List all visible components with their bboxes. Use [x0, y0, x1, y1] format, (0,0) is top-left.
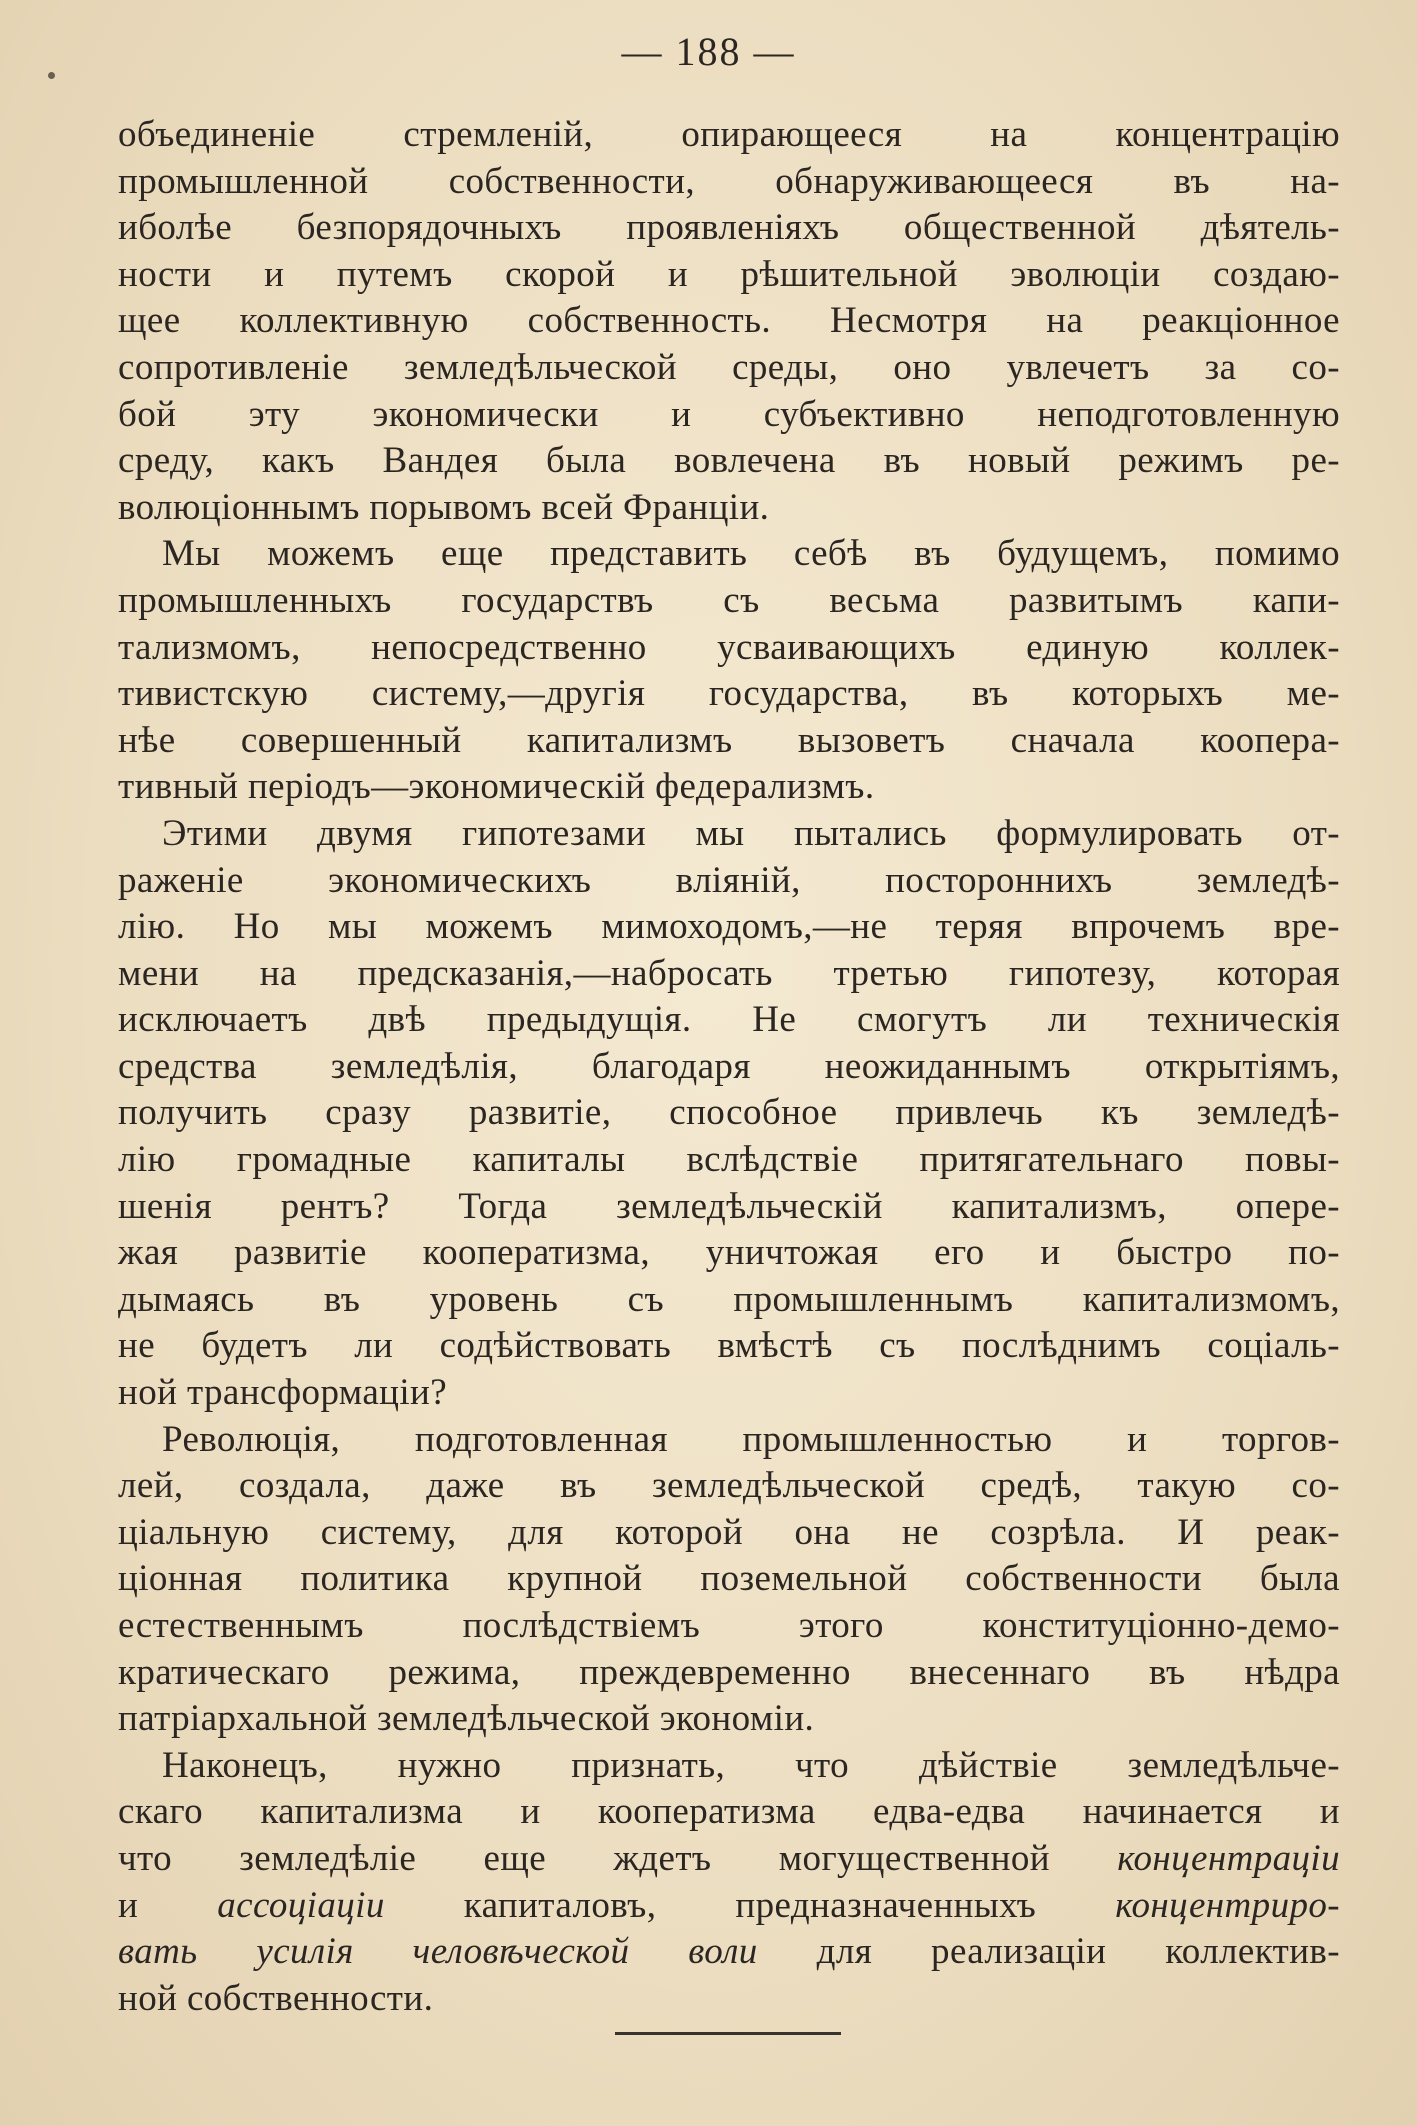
text-line: лію. Но мы можемъ мимоходомъ,—не теряя впрочемъ вре- [118, 906, 1340, 948]
text-line: тализмомъ, непосредственно усваивающихъ единую коллек- [118, 626, 1340, 668]
text-line: раженіе экономическихъ вліяній, постороннихъ земледѣ- [118, 859, 1340, 901]
text-run: что земледѣліе еще ждетъ могущественной [118, 1837, 1118, 1879]
italic-run: вать усилія человѣческой воли [118, 1931, 758, 1973]
text-line: кратическаго режима, преждевременно внесеннаго въ нѣдра [118, 1651, 1340, 1693]
text-line: волюціоннымъ порывомъ всей Франціи. [118, 486, 770, 528]
text-run: и [118, 1884, 218, 1926]
text-line: среду, какъ Вандея была вовлечена въ новый режимъ ре- [118, 440, 1340, 482]
text-line: тивный періодъ—экономическій федерализмъ. [118, 766, 875, 808]
text-line: ной трансформаціи? [118, 1372, 448, 1414]
text-line: исключаетъ двѣ предыдущія. Не смогутъ ли техническія [118, 999, 1340, 1041]
text-run: капиталовъ, предназначенныхъ [384, 1884, 1116, 1926]
text-run: для реализаціи коллектив- [757, 1931, 1340, 1973]
text-line: ціонная политика крупной поземельной собственности была [118, 1558, 1340, 1600]
paragraph [118, 1743, 1340, 2023]
paragraph [118, 811, 1340, 1417]
text-line [118, 1883, 1340, 1930]
end-rule [615, 2032, 841, 2035]
page-number: — 188 — [621, 29, 796, 74]
text-line: нѣе совершенный капитализмъ вызоветъ сначала коопера- [118, 719, 1340, 761]
text-line: получить сразу развитіе, способное привлечь къ земледѣ- [118, 1092, 1340, 1134]
text-line [118, 1929, 1340, 1976]
text-line: скаго капитализма и кооператизма едва-едва начинается и [118, 1791, 1340, 1833]
text-line: иболѣе безпорядочныхъ проявленіяхъ общественной дѣятель- [118, 207, 1340, 249]
paragraph [118, 1417, 1340, 1743]
text-line: объединеніе стремленій, опирающееся на концентрацію [118, 114, 1340, 155]
text-line: промышленныхъ государствъ съ весьма развитымъ капи- [118, 579, 1340, 621]
italic-run: концентраціи [1117, 1837, 1340, 1879]
text-line [118, 1836, 1340, 1883]
text-line: Мы можемъ еще представить себѣ въ будущемъ, помимо [162, 533, 1340, 575]
text-line: дымаясь въ уровень съ промышленнымъ капитализмомъ, [118, 1278, 1340, 1320]
text-line: лію громадные капиталы вслѣдствіе притягательнаго повы- [118, 1139, 1340, 1181]
text-line: бой эту экономически и субъективно неподготовленную [118, 393, 1340, 435]
text-line: щее коллективную собственность. Несмотря на реакціонное [118, 300, 1340, 342]
text-line: ціальную систему, для которой она не созрѣла. И реак- [118, 1511, 1340, 1553]
text-line: мени на предсказанія,—набросать третью гипотезу, которая [118, 952, 1340, 994]
text-line: не будетъ ли содѣйствовать вмѣстѣ съ послѣднимъ соціаль- [118, 1325, 1340, 1367]
text-line: Наконецъ, нужно признать, что дѣйствіе земледѣльче- [162, 1744, 1340, 1786]
text-line: естественнымъ послѣдствіемъ этого конституціонно-демо- [118, 1605, 1340, 1646]
text-line: ности и путемъ скорой и рѣшительной эволюціи создаю- [118, 253, 1340, 295]
italic-run: ассоціаціи [217, 1884, 385, 1926]
text-line: ной собственности. [118, 1977, 434, 2019]
paragraph [118, 112, 1340, 531]
text-line: Революція, подготовленная промышленностью и торгов- [162, 1418, 1340, 1460]
paragraph [118, 531, 1340, 811]
italic-run: концентриро- [1115, 1884, 1340, 1926]
text-line: лей, создала, даже въ земледѣльческой средѣ, такую со- [118, 1465, 1340, 1507]
text-line: промышленной собственности, обнаруживающееся въ на- [118, 160, 1340, 202]
text-line: средства земледѣлія, благодаря неожиданнымъ открытіямъ, [118, 1045, 1340, 1087]
body-text [118, 112, 1340, 2022]
text-line: тивистскую систему,—другія государства, въ которыхъ ме- [118, 673, 1340, 715]
text-line: Этими двумя гипотезами мы пытались формулировать от- [162, 812, 1340, 854]
text-line: сопротивленіе земледѣльческой среды, оно увлечетъ за со- [118, 346, 1340, 388]
text-line: жая развитіе кооператизма, уничтожая его и быстро по- [118, 1232, 1340, 1274]
text-line: шенія рентъ? Тогда земледѣльческій капитализмъ, опере- [118, 1185, 1340, 1227]
text-line: патріархальной земледѣльческой экономіи. [118, 1698, 815, 1740]
